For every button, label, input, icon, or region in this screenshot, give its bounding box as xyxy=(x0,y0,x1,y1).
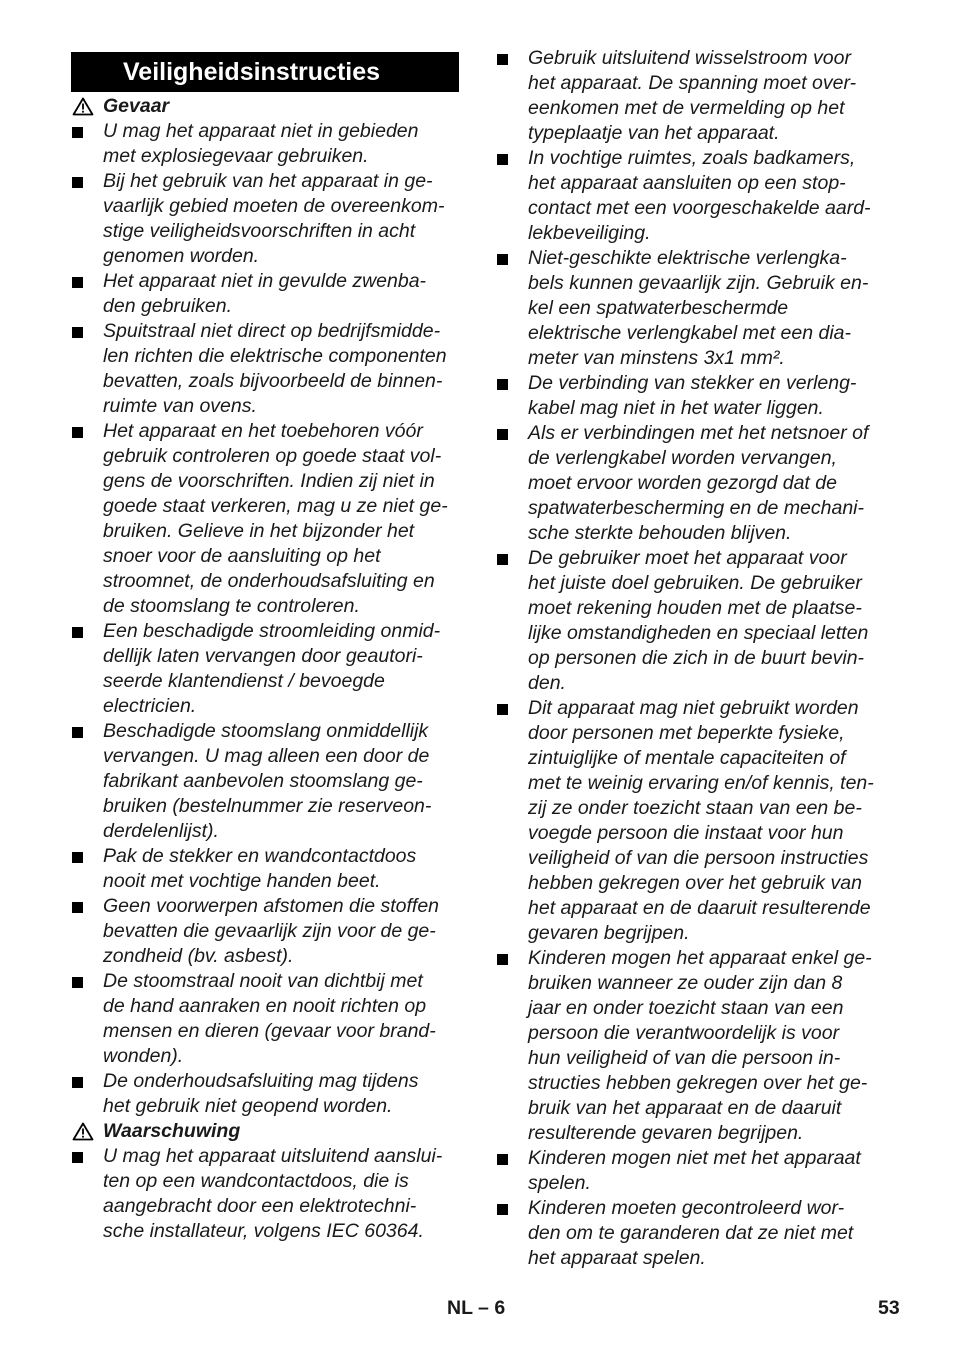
list-item-line: zij ze onder toezicht staan van een be- xyxy=(528,797,862,819)
list-item xyxy=(71,169,459,269)
list-item-line: spatwaterbescherming en de mechani- xyxy=(528,497,865,519)
warning-triangle-icon xyxy=(72,1122,94,1141)
list-item-line: nooit met vochtige handen beet. xyxy=(103,870,381,892)
list-item-line: het apparaat spelen. xyxy=(528,1247,706,1269)
list-item-line: het juiste doel gebruiken. De gebruiker xyxy=(528,572,862,594)
list-item-line: het apparaat aansluiten op een stop- xyxy=(528,172,846,194)
list-item-line: den. xyxy=(528,672,566,694)
list-item xyxy=(71,844,459,894)
square-bullet-icon xyxy=(72,1077,83,1088)
list-item xyxy=(71,119,459,169)
square-bullet-icon xyxy=(72,277,83,288)
square-bullet-icon xyxy=(497,254,508,265)
square-bullet-icon xyxy=(72,902,83,913)
list-item-line: Het apparaat en het toebehoren vóór xyxy=(103,420,423,442)
list-item-line: sche sterkte behouden blijven. xyxy=(528,522,792,544)
list-item-line: sche installateur, volgens IEC 60364. xyxy=(103,1220,424,1242)
list-item-line: Dit apparaat mag niet gebruikt worden xyxy=(528,697,859,719)
list-item-line: fabrikant aanbevolen stoomslang ge- xyxy=(103,770,423,792)
list-item-line: aangebracht door een elektrotechni- xyxy=(103,1195,417,1217)
list-item-line: meter van minstens 3x1 mm². xyxy=(528,347,785,369)
list-item-line: Gebruik uitsluitend wisselstroom voor xyxy=(528,47,851,69)
list-item-line: voegde persoon die instaat voor hun xyxy=(528,822,844,844)
list-item-line: Kinderen mogen het apparaat enkel ge- xyxy=(528,947,872,969)
square-bullet-icon xyxy=(72,852,83,863)
list-item-line: persoon die verantwoordelijk is voor xyxy=(528,1022,840,1044)
list-item-line: Geen voorwerpen afstomen die stoffen xyxy=(103,895,440,917)
list-item-line: hebben gekregen over het gebruik van xyxy=(528,872,862,894)
warning-triangle-icon xyxy=(72,97,94,116)
list-item-line: veiligheid of van die persoon instructies xyxy=(528,847,869,869)
list-item-line: seerde klantendienst / bevoegde xyxy=(103,670,385,692)
list-item-line: bevatten, zoals bijvoorbeeld de binnen- xyxy=(103,370,443,392)
list-item xyxy=(496,46,886,146)
list-item-line: ten op een wandcontactdoos, die is xyxy=(103,1170,409,1192)
list-item-line: lekbeveiliging. xyxy=(528,222,651,244)
list-item-line: len richten die elektrische componenten xyxy=(103,345,447,367)
list-item-line: Pak de stekker en wandcontactdoos xyxy=(103,845,417,867)
right-column xyxy=(496,46,886,1271)
footer-section-label: NL – 6 xyxy=(447,1297,506,1319)
list-item-line: eenkomen met de vermelding op het xyxy=(528,97,845,119)
list-item-line: De stoomstraal nooit van dichtbij met xyxy=(103,970,423,992)
list-item xyxy=(71,319,459,419)
list-item-line: vaarlijk gebied moeten de overeenkom- xyxy=(103,195,445,217)
square-bullet-icon xyxy=(497,154,508,165)
list-item-line: moet ervoor worden gezorgd dat de xyxy=(528,472,837,494)
list-item-line: op personen die zich in de buurt bevin- xyxy=(528,647,865,669)
list-item-line: door personen met beperkte fysieke, xyxy=(528,722,845,744)
list-item-line: de hand aanraken en nooit richten op xyxy=(103,995,427,1017)
list-item-line: Als er verbindingen met het netsnoer of xyxy=(528,422,869,444)
list-item-line: bels kunnen gevaarlijk zijn. Gebruik en- xyxy=(528,272,869,294)
danger-heading-label: Gevaar xyxy=(103,95,170,117)
square-bullet-icon xyxy=(497,379,508,390)
list-item xyxy=(496,546,886,696)
list-item-line: bruiken (bestelnummer zie reserveon- xyxy=(103,795,432,817)
list-item-line: Beschadigde stoomslang onmiddellijk xyxy=(103,720,429,742)
list-item-line: typeplaatje van het apparaat. xyxy=(528,122,780,144)
list-item-line: het apparaat en de daaruit resulterende xyxy=(528,897,871,919)
list-item xyxy=(71,719,459,844)
list-item xyxy=(71,419,459,619)
square-bullet-icon xyxy=(497,1154,508,1165)
right-list xyxy=(496,46,886,1271)
list-item-line: derdelenlijst). xyxy=(103,820,219,842)
square-bullet-icon xyxy=(72,627,83,638)
section-title: Veiligheidsinstructies xyxy=(71,52,459,92)
list-item-line: ruimte van ovens. xyxy=(103,395,257,417)
list-item-line: U mag het apparaat niet in gebieden xyxy=(103,120,419,142)
list-item-line: gebruik controleren op goede staat vol- xyxy=(103,445,442,467)
list-item xyxy=(496,421,886,546)
list-item-line: gens de voorschriften. Indien zij niet in xyxy=(103,470,435,492)
list-item-line: Kinderen mogen niet met het apparaat xyxy=(528,1147,861,1169)
square-bullet-icon xyxy=(497,954,508,965)
list-item-line: snoer voor de aansluiting op het xyxy=(103,545,381,567)
list-item-line: bruiken wanneer ze ouder zijn dan 8 xyxy=(528,972,843,994)
square-bullet-icon xyxy=(72,177,83,188)
list-item xyxy=(71,1069,459,1119)
list-item-line: contact met een voorgeschakelde aard- xyxy=(528,197,871,219)
list-item xyxy=(71,894,459,969)
list-item-line: genomen worden. xyxy=(103,245,260,267)
square-bullet-icon xyxy=(72,327,83,338)
list-item-line: In vochtige ruimtes, zoals badkamers, xyxy=(528,147,856,169)
danger-heading xyxy=(71,94,459,119)
list-item xyxy=(496,696,886,946)
list-item-line: U mag het apparaat uitsluitend aanslui- xyxy=(103,1145,443,1167)
warning-list xyxy=(71,1144,459,1244)
list-item-line: Een beschadigde stroomleiding onmid- xyxy=(103,620,441,642)
list-item-line: den gebruiken. xyxy=(103,295,233,317)
list-item-line: de verlengkabel worden vervangen, xyxy=(528,447,837,469)
warning-heading-label: Waarschuwing xyxy=(103,1120,241,1142)
square-bullet-icon xyxy=(72,427,83,438)
list-item xyxy=(496,246,886,371)
list-item-line: moet rekening houden met de plaatse- xyxy=(528,597,862,619)
list-item-line: bevatten die gevaarlijk zijn voor de ge- xyxy=(103,920,436,942)
list-item-line: De onderhoudsafsluiting mag tijdens xyxy=(103,1070,419,1092)
list-item xyxy=(71,969,459,1069)
list-item xyxy=(71,269,459,319)
square-bullet-icon xyxy=(497,429,508,440)
list-item-line: Spuitstraal niet direct op bedrijfsmidde- xyxy=(103,320,441,342)
list-item-line: dellijk laten vervangen door geautori- xyxy=(103,645,423,667)
list-item-line: het apparaat. De spanning moet over- xyxy=(528,72,857,94)
list-item xyxy=(496,146,886,246)
list-item xyxy=(496,1146,886,1196)
list-item-line: De verbinding van stekker en verleng- xyxy=(528,372,857,394)
list-item-line: wonden). xyxy=(103,1045,184,1067)
list-item-line: met explosiegevaar gebruiken. xyxy=(103,145,369,167)
list-item-line: hun veiligheid of van die persoon in- xyxy=(528,1047,841,1069)
square-bullet-icon xyxy=(72,727,83,738)
list-item-line: De gebruiker moet het apparaat voor xyxy=(528,547,847,569)
square-bullet-icon xyxy=(72,977,83,988)
list-item-line: gevaren begrijpen. xyxy=(528,922,690,944)
warning-heading xyxy=(71,1119,459,1144)
list-item-line: bruik van het apparaat en de daaruit xyxy=(528,1097,842,1119)
footer-page-number: 53 xyxy=(878,1297,900,1319)
list-item-line: zintuiglijke of mentale capaciteiten of xyxy=(528,747,846,769)
list-item-line: Kinderen moeten gecontroleerd wor- xyxy=(528,1197,845,1219)
list-item-line: spelen. xyxy=(528,1172,591,1194)
list-item xyxy=(496,946,886,1146)
list-item-line: goede staat verkeren, mag u ze niet ge- xyxy=(103,495,448,517)
danger-list xyxy=(71,119,459,1119)
list-item-line: kabel mag niet in het water liggen. xyxy=(528,397,824,419)
list-item-line: kel een spatwaterbeschermde xyxy=(528,297,789,319)
list-item-line: Bij het gebruik van het apparaat in ge- xyxy=(103,170,433,192)
list-item-line: mensen en dieren (gevaar voor brand- xyxy=(103,1020,436,1042)
list-item-line: het gebruik niet geopend worden. xyxy=(103,1095,393,1117)
list-item-line: de stoomslang te controleren. xyxy=(103,595,360,617)
list-item xyxy=(71,1144,459,1244)
list-item-line: den om te garanderen dat ze niet met xyxy=(528,1222,854,1244)
square-bullet-icon xyxy=(72,127,83,138)
square-bullet-icon xyxy=(497,54,508,65)
square-bullet-icon xyxy=(497,704,508,715)
list-item-line: zondheid (bv. asbest). xyxy=(103,945,294,967)
list-item-line: jaar en onder toezicht staan van een xyxy=(528,997,844,1019)
square-bullet-icon xyxy=(72,1152,83,1163)
list-item-line: stige veiligheidsvoorschriften in acht xyxy=(103,220,416,242)
list-item-line: Niet-geschikte elektrische verlengka- xyxy=(528,247,847,269)
list-item xyxy=(71,619,459,719)
list-item-line: resulterende gevaren begrijpen. xyxy=(528,1122,804,1144)
list-item xyxy=(496,371,886,421)
list-item-line: lijke omstandigheden en speciaal letten xyxy=(528,622,869,644)
list-item-line: vervangen. U mag alleen een door de xyxy=(103,745,430,767)
list-item-line: met te weinig ervaring en/of kennis, ten- xyxy=(528,772,874,794)
list-item-line: electricien. xyxy=(103,695,197,717)
square-bullet-icon xyxy=(497,554,508,565)
list-item-line: structies hebben gekregen over het ge- xyxy=(528,1072,868,1094)
list-item-line: elektrische verlengkabel met een dia- xyxy=(528,322,852,344)
left-column xyxy=(71,46,459,1244)
list-item-line: Het apparaat niet in gevulde zwenba- xyxy=(103,270,427,292)
square-bullet-icon xyxy=(497,1204,508,1215)
list-item-line: bruiken. Gelieve in het bijzonder het xyxy=(103,520,415,542)
list-item-line: stroomnet, de onderhoudsafsluiting en xyxy=(103,570,435,592)
list-item xyxy=(496,1196,886,1271)
